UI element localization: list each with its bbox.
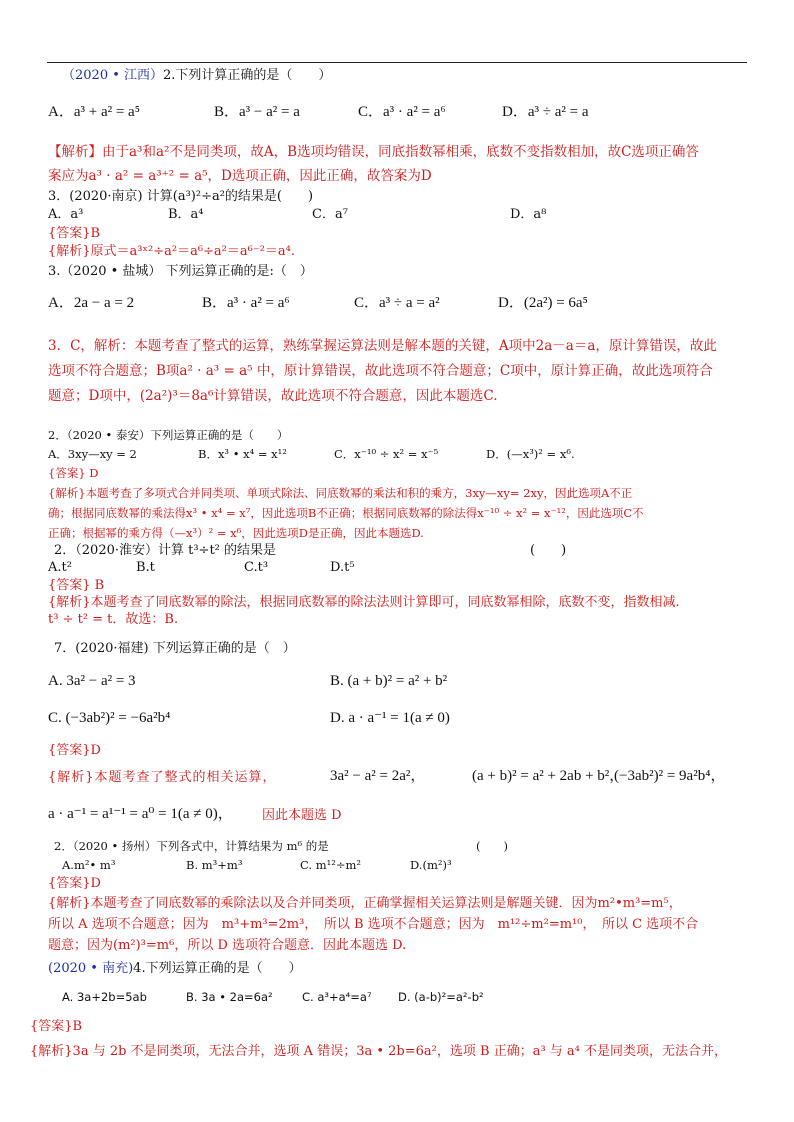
q7-analysis-line-3: 题意；因为(m²)³=m⁶，所以 D 选项符合题意．因此本题选 D. — [48, 938, 407, 953]
q6-analysis-tag: {解析}本题考查了整式的相关运算， — [48, 770, 277, 785]
q1-option-a: A．a³ + a² = a⁵ — [48, 104, 140, 120]
q4-option-c: C．x⁻¹⁰ ÷ x² = x⁻⁵ — [334, 447, 439, 461]
q6-answer: {答案}D — [48, 743, 101, 758]
q6-analysis-math-3: (−3ab²)² = 9a²b⁴， — [614, 768, 726, 784]
q8-option-d: D. (a-b)²=a²-b² — [398, 990, 484, 1004]
q8-analysis: {解析}3a 与 2b 不是同类项，无法合并，选项 A 错误；3a • 2b=6a²，选项 B 正确；a³ 与 a⁴ 不是同类项，无法合并， — [30, 1044, 728, 1059]
q5-answer-paren: ( ) — [530, 543, 567, 558]
q8-option-b: B. 3a • 2a=6a² — [186, 990, 273, 1004]
q1-option-d: D．a³ ÷ a² = a — [502, 104, 589, 120]
q3-option-a: A．2a − a = 2 — [48, 295, 135, 311]
q8-source: (2020 • 南充) — [48, 961, 134, 976]
q7-option-d: D.(m²)³ — [410, 858, 452, 872]
q2-answer: {答案}B — [48, 226, 101, 241]
q3-analysis-line-1: 3．C，解析：本题考查了整式的运算，熟练掌握运算法则是解本题的关键，A项中2a－a＝a，原计算错误，故此 — [48, 338, 717, 354]
q1-option-b: B．a³ − a² = a — [214, 104, 300, 120]
q3-option-b: B．a³ · a² = a⁶ — [202, 295, 290, 311]
q7-analysis-line-1: {解析}本题考查了同底数幂的乘除法以及合并同类项，正确掌握相关运算法则是解题关键．因为m²•m³=m⁵， — [48, 896, 682, 911]
q3-analysis-line-2: 选项不符合题意；B项a² · a³ = a⁵ 中，原计算错误，故此选项不符合题意；C项中，原计算正确，故此选项符合 — [48, 363, 713, 379]
q5-option-a: A.t² — [48, 560, 72, 575]
q7-stem: 2．（2020 • 扬州）下列各式中，计算结果为 m⁶ 的是 — [54, 839, 329, 853]
q7-answer-paren: ( ) — [476, 839, 508, 853]
q4-stem: 2．（2020 • 泰安）下列运算正确的是（ ） — [48, 428, 289, 442]
q2-option-b: B．a⁴ — [168, 207, 204, 222]
q1-analysis-line-2: 案应为a³ · a² = a³⁺² = a⁵，D选项正确，因此正确，故答案为D — [48, 168, 432, 184]
q5-option-d: D.t⁵ — [330, 560, 355, 575]
q6-option-c: C. (−3ab²)² = −6a²b⁴ — [48, 710, 171, 726]
q1-source: （2020 • 江西） — [62, 68, 164, 83]
q8-option-c: C. a³+a⁴=a⁷ — [302, 990, 372, 1004]
q4-option-a: A．3xy—xy = 2 — [48, 447, 137, 461]
q8-answer: {答案}B — [30, 1019, 83, 1034]
q2-option-c: C．a⁷ — [312, 207, 348, 222]
q1-analysis-tag: 【解析】 — [48, 144, 102, 160]
q6-analysis-math-1: 3a² − a² = 2a²， — [330, 768, 426, 784]
q8-stem: 4.下列运算正确的是（ ） — [133, 961, 302, 976]
q7-option-b: B. m³+m³ — [186, 858, 243, 872]
q4-answer: {答案} D — [48, 466, 99, 480]
q6-analysis-math-2: (a + b)² = a² + 2ab + b²， — [472, 768, 625, 784]
q5-analysis-line-1: {解析}本题考查了同底数幂的除法，根据同底数幂的除法法则计算即可，同底数幂相除，底数不变，指数相减. — [48, 595, 680, 610]
q3-analysis-line-3: 题意；D项中，(2a²)³＝8a⁶计算错误，故此选项不符合题意，因此本题选C. — [48, 388, 498, 404]
q8-header — [48, 961, 302, 977]
q1-header — [62, 68, 331, 84]
q5-analysis-line-2: t³ ÷ t² = t．故选：B. — [48, 612, 179, 627]
q5-answer: {答案} B — [48, 578, 105, 593]
q7-option-c: C. m¹²÷m² — [300, 858, 361, 872]
q6-option-b: B. (a + b)² = a² + b² — [330, 673, 448, 689]
q6-stem: 7．(2020·福建) 下列运算正确的是（ ） — [54, 641, 296, 656]
q8-option-a: A. 3a+2b=5ab — [62, 990, 147, 1004]
q4-analysis-line-2: 确；根据同底数幂的乘法得x³ • x⁴ = x⁷，因此选项B不正确；根据同底数幂的除法得x⁻¹⁰ ÷ x² = x⁻¹²，因此选项C不 — [48, 506, 644, 520]
q2-analysis: {解析}原式＝a³ˣ²÷a²＝a⁶÷a²＝a⁶⁻²＝a⁴. — [48, 244, 296, 259]
q2-option-a: A．a³ — [48, 207, 84, 222]
q1-option-c: C．a³ · a² = a⁶ — [358, 104, 446, 120]
q3-stem: 3.（2020 • 盐城） 下列运算正确的是:（ ） — [48, 264, 313, 279]
q7-answer: {答案}D — [48, 876, 101, 891]
q6-analysis-math-4: a · a⁻¹ = a¹⁻¹ = a⁰ = 1(a ≠ 0)， — [48, 806, 233, 822]
q4-analysis-line-3: 正确；根据幂的乘方得（—x³）² = x⁶，因此选项D是正确，因此本题选D. — [48, 526, 424, 540]
q6-option-d: D. a · a⁻¹ = 1(a ≠ 0) — [330, 710, 450, 726]
q7-analysis-line-2: 所以 A 选项不合题意；因为 m³+m³=2m³， 所以 B 选项不合题意；因为 m¹²÷m²=m¹⁰， 所以 C 选项不合 — [48, 917, 699, 932]
q2-option-d: D．a⁸ — [510, 207, 547, 222]
q2-stem: 3．(2020·南京) 计算(a³)²÷a²的结果是( ) — [48, 189, 314, 204]
q4-analysis-line-1: {解析}本题考查了多项式合并同类项、单项式除法、同底数幂的乘法和积的乘方，3xy—xy= 2xy，因此选项A不正 — [48, 486, 633, 500]
q5-stem: 2．（2020·淮安）计算 t³÷t² 的结果是 — [54, 543, 277, 558]
top-rule — [47, 62, 747, 63]
q3-option-c: C．a³ ÷ a = a² — [354, 295, 440, 311]
q1-stem: 2.下列计算正确的是（ ） — [163, 68, 332, 83]
q6-option-a: A. 3a² − a² = 3 — [48, 673, 136, 689]
q3-option-d: D．(2a²) = 6a⁵ — [498, 295, 588, 311]
q4-option-b: B．x³ • x⁴ = x¹² — [198, 447, 287, 461]
q6-analysis-conclusion: 因此本题选 D — [262, 808, 342, 823]
q5-option-c: C.t³ — [244, 560, 269, 575]
q1-analysis-line-1: 【解析】由于a³和a²不是同类项，故A，B选项均错误，同底指数幂相乘，底数不变指数相加，故C选项正确答 — [48, 144, 699, 160]
q4-option-d: D．(—x³)² = x⁶. — [486, 447, 575, 461]
q7-option-a: A.m²• m³ — [62, 858, 116, 872]
q5-option-b: B.t — [136, 560, 155, 575]
